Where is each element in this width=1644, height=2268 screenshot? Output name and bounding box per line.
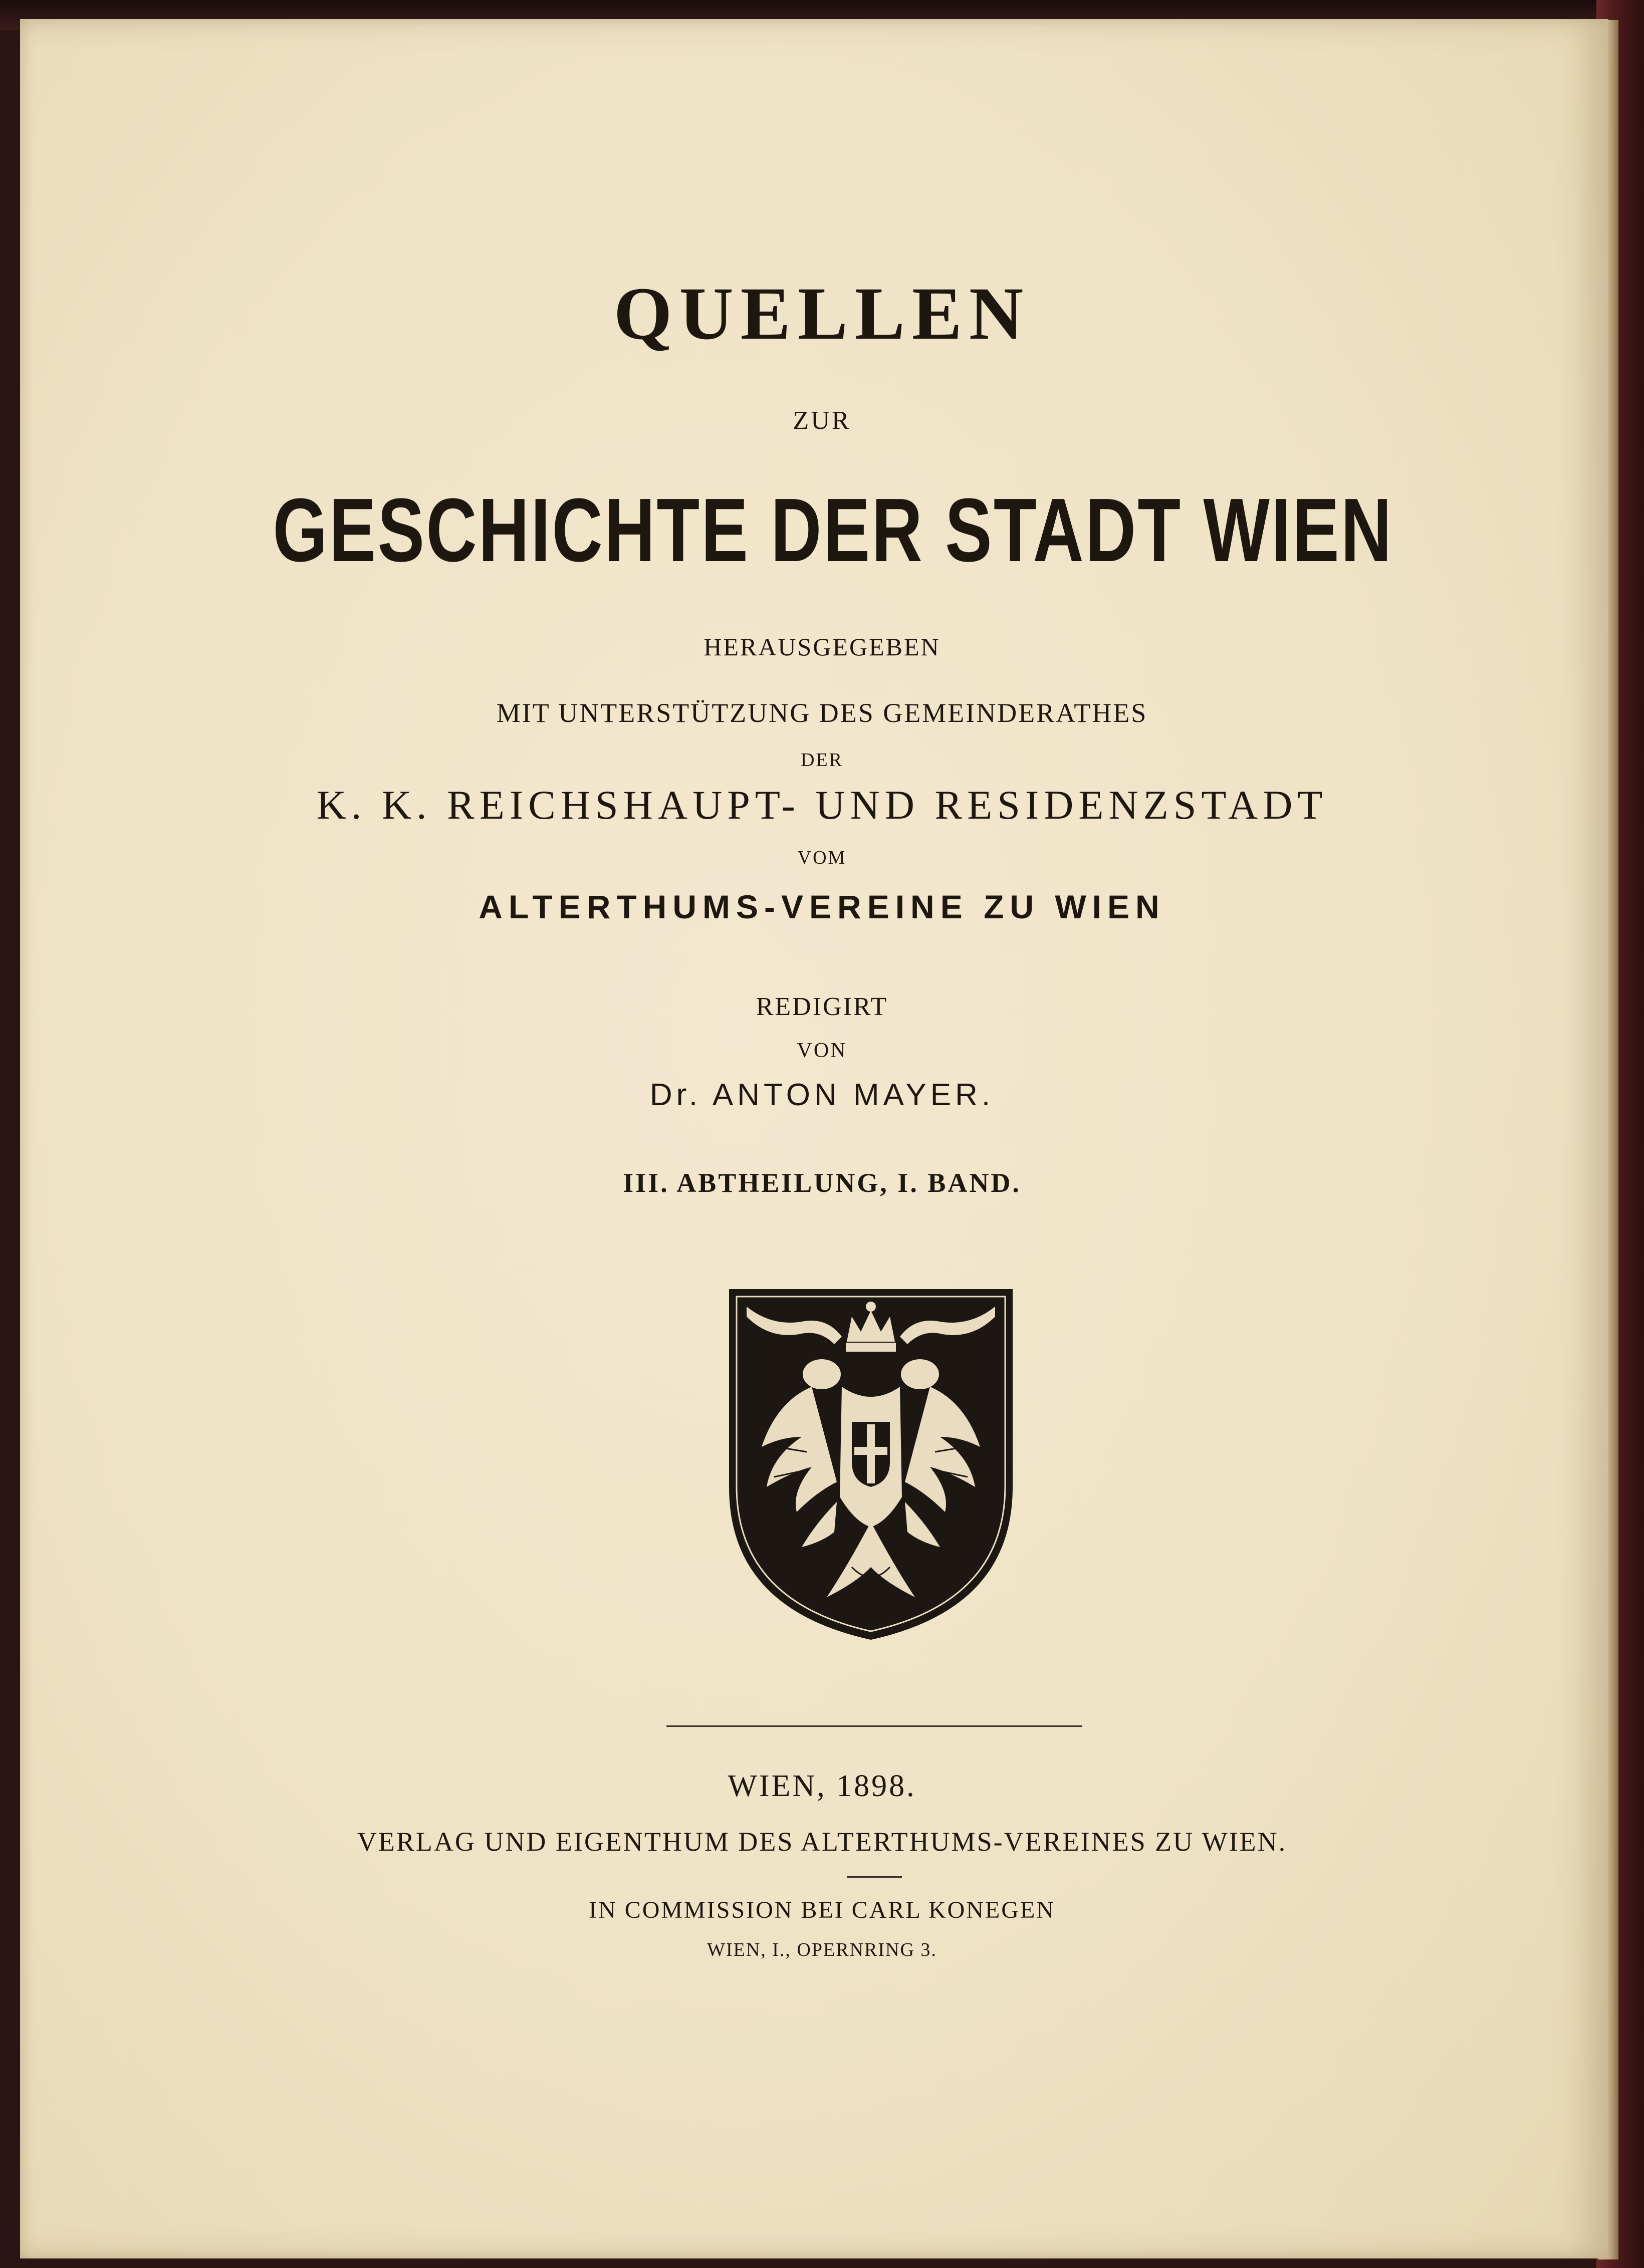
book-title: QUELLEN [613, 272, 1031, 355]
address-line: WIEN, I., OPERNRING 3. [707, 1939, 937, 1960]
preposition-vom: VOM [797, 847, 847, 868]
divider-rule [666, 1725, 1082, 1727]
publisher-intro: HERAUSGEGEBEN [703, 633, 941, 661]
book-subtitle: GESCHICHTE DER STADT WIEN [273, 480, 1393, 581]
preposition-von: VON [797, 1039, 847, 1062]
edited-label: REDIGIRT [756, 992, 888, 1021]
society-name: ALTERTHUMS-VEREINE ZU WIEN [479, 888, 1165, 925]
volume-designation: III. ABTHEILUNG, I. BAND. [623, 1168, 1021, 1198]
article-der: DER [801, 749, 843, 771]
editor-title: Dr. [649, 1078, 702, 1112]
subtitle-connector: ZUR [793, 406, 851, 435]
publisher-line: VERLAG UND EIGENTHUM DES ALTERTHUMS-VEREINES ZU WIEN. [357, 1827, 1287, 1857]
editor-name: ANTON MAYER. [712, 1078, 995, 1112]
city-line: K. K. REICHSHAUPT- UND RESIDENZSTADT [316, 782, 1328, 828]
coat-of-arms-icon [727, 1287, 1015, 1642]
short-divider [847, 1876, 902, 1878]
editor-name-line [0, 1077, 1644, 1113]
commission-line: IN COMMISSION BEI CARL KONEGEN [589, 1897, 1055, 1923]
support-line: MIT UNTERSTÜTZUNG DES GEMEINDERATHES [496, 698, 1148, 728]
publication-place-year: WIEN, 1898. [728, 1769, 916, 1803]
